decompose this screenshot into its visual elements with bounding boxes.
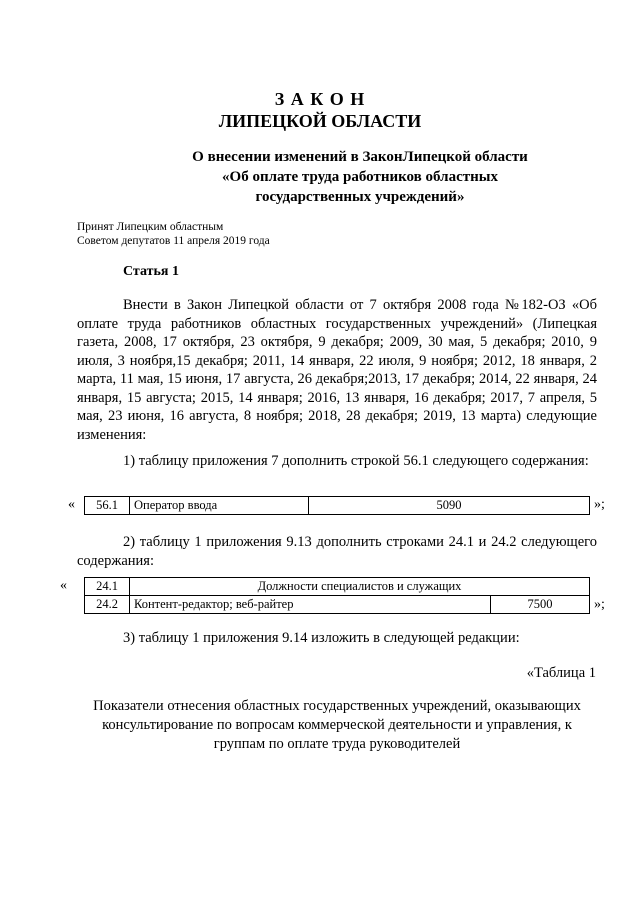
table-row	[85, 596, 590, 614]
quote-open: «	[68, 497, 75, 512]
subtitle-line: О внесении изменений в ЗаконЛипецкой области	[192, 149, 528, 165]
adoption-line: Принят Липецким областным	[77, 221, 224, 233]
table-cell-num: 56.1	[85, 497, 130, 515]
table-1	[84, 496, 590, 515]
table-row	[85, 497, 590, 515]
table-reference: «Таблица 1	[526, 665, 596, 681]
item-2-paragraph: 2) таблицу 1 приложения 9.13 дополнить строками 24.1 и 24.2 следующего содержания:	[77, 534, 597, 569]
table-caption: Показатели отнесения областных государственных учреждений, оказывающих консультирование по вопросам коммерческой деятельности и управления, к группам по оплате труда руководителей	[93, 698, 581, 752]
item-3-paragraph: 3) таблицу 1 приложения 9.14 изложить в следующей редакции:	[123, 630, 520, 646]
quote-open: «	[60, 578, 67, 593]
item-1-paragraph: 1) таблицу приложения 7 дополнить строкой 56.1 следующего содержания:	[123, 453, 589, 469]
quote-close: »;	[594, 597, 605, 612]
law-title: З А К О Н	[274, 89, 366, 109]
adoption-line: Советом депутатов 11 апреля 2019 года	[77, 235, 270, 247]
article-heading: Статья 1	[123, 264, 179, 279]
table-cell-value: 7500	[491, 596, 590, 614]
table-cell-value: 5090	[309, 497, 590, 515]
table-cell-num: 24.1	[85, 578, 130, 596]
law-subtitle	[150, 147, 570, 207]
table-cell-name: Контент-редактор; веб-райтер	[130, 596, 491, 614]
quote-close: »;	[594, 497, 605, 512]
table-cell-section: Должности специалистов и служащих	[130, 578, 590, 596]
intro-paragraph: Внести в Закон Липецкой области от 7 октября 2008 года №182-ОЗ «Об оплате труда работников областных государственных учреждений» (Липецкая газета, 2008, 17 октября, 23 октября, 9 декабря; 2009, 30 мая, 5 декабря; 2010, 9 июля, 3 ноября,15 декабря; 2011, 14 января, 22 июля, 9 ноября; 2012, 18 января, 2 марта, 11 мая, 15 июня, 17 августа, 26 декабря;2013, 17 декабря; 2014, 22 января, 24 января, 15 августа; 2015, 14 января; 2016, 13 января, 16 декабря; 2017, 7 апреля, 5 мая, 23 июня, 16 августа, 8 ноября; 2018, 28 декабря; 2019, 13 марта) следующие изменения:	[77, 297, 597, 443]
region-title: ЛИПЕЦКОЙ ОБЛАСТИ	[218, 111, 422, 131]
table-row	[85, 578, 590, 596]
table-cell-num: 24.2	[85, 596, 130, 614]
subtitle-line: «Об оплате труда работников областных	[222, 169, 498, 185]
table-cell-name: Оператор ввода	[130, 497, 309, 515]
table-2	[84, 577, 590, 614]
subtitle-line: государственных учреждений»	[255, 189, 465, 205]
adoption-note	[77, 220, 270, 248]
